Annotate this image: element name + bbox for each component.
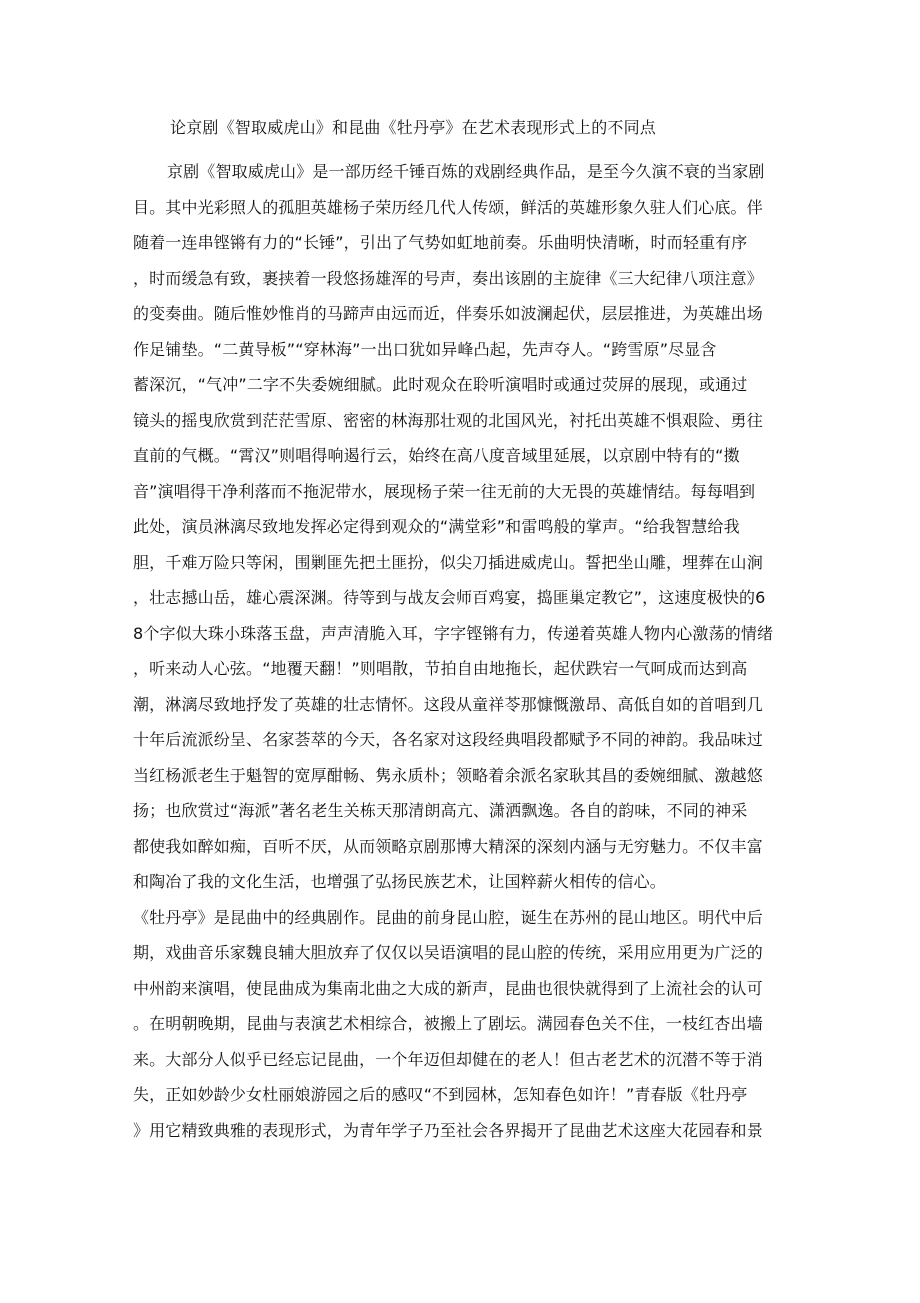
text-line: 十年后流派纷呈、名家荟萃的今天，各名家对这段经典唱段都赋予不同的神韵。我品味过 — [133, 730, 763, 749]
text-line: ，时而缓急有致，裹挟着一段悠扬雄浑的号声，奏出该剧的主旋律《三大纪律八项注意》 — [133, 268, 763, 288]
text-line: 。在明朝晚期，昆曲与表演艺术相综合，被搬上了剧坛。满园春色关不住，一枝红杏出墙 — [133, 1014, 763, 1033]
text-line: 随着一连串铿锵有力的“长锤”，引出了气势如虹地前奏。乐曲明快清晰，时而轻重有序 — [133, 233, 748, 252]
text-line: 直前的气概。“霄汉”则唱得响遏行云，始终在高八度音域里延展，以京剧中特有的“擞 — [133, 446, 740, 465]
text-line: 镜头的摇曳欣赏到茫茫雪原、密密的林海那壮观的北国风光，衬托出英雄不惧艰险、勇往 — [133, 410, 763, 430]
text-line: 作足铺垫。“二黄导板”“穿林海”一出口犹如异峰凸起，先声夺人。“跨雪原”尽显含 — [133, 339, 717, 359]
text-line: 失，正如妙龄少女杜丽娘游园之后的感叹“不到园林，怎知春色如许！”青春版《牡丹亭 — [133, 1085, 748, 1104]
text-line: 音”演唱得干净利落而不拖泥带水，展现杨子荣一往无前的大无畏的英雄情结。每每唱到 — [133, 481, 756, 501]
text-line: 都使我如醉如痴，百听不厌，从而领略京剧那博大精深的深刻内涵与无穷魅力。不仅丰富 — [133, 836, 763, 856]
document-body — [133, 154, 793, 1148]
text-line: 8个字似大珠小珠落玉盘，声声清脆入耳，字字铿锵有力，传递着英雄人物内心激荡的情绪 — [133, 623, 774, 643]
text-line: ，壮志撼山岳，雄心震深渊。待等到与战友会师百鸡宴，捣匪巢定教它”，这速度极快的6 — [133, 588, 766, 607]
text-line: 当红杨派老生于魁智的宽厚酣畅、隽永质朴；领略着余派名家耿其昌的委婉细腻、激越悠 — [133, 765, 763, 785]
text-line: 期，戏曲音乐家魏良辅大胆放弃了仅仅以吴语演唱的昆山腔的传统，采用应用更为广泛的 — [133, 943, 763, 962]
text-line: 中州韵来演唱，使昆曲成为集南北曲之大成的新声，昆曲也很快就得到了上流社会的认可 — [133, 978, 763, 998]
document-title: 论京剧《智取威虎山》和昆曲《牡丹亭》在艺术表现形式上的不同点 — [170, 118, 657, 137]
text-line: 蓄深沉，“气冲”二字不失委婉细腻。此时观众在聆听演唱时或通过荧屏的展现，或通过 — [133, 375, 748, 394]
text-line: 京剧《智取威虎山》是一部历经千锤百炼的戏剧经典作品，是至今久演不衰的当家剧 — [167, 162, 765, 181]
text-line: 目。其中光彩照人的孤胆英雄杨子荣历经几代人传颂，鲜活的英雄形象久驻人们心底。伴 — [133, 197, 763, 217]
text-line: 的变奏曲。随后惟妙惟肖的马蹄声由远而近，伴奏乐如波澜起伏，层层推进，为英雄出场 — [133, 304, 763, 323]
text-line: 胆，千难万险只等闲，围剿匪先把土匪扮，似尖刀插进威虎山。誓把坐山雕，埋葬在山涧 — [133, 552, 763, 572]
text-line: 扬；也欣赏过“海派”著名老生关栋天那清朗高亢、潇洒飘逸。各自的韵味，不同的神采 — [133, 801, 748, 820]
text-line: 来。大部分人似乎已经忘记昆曲，一个年迈但却健在的老人！但古老艺术的沉潜不等于消 — [133, 1049, 763, 1069]
text-line: 《牡丹亭》是昆曲中的经典剧作。昆曲的前身昆山腔，诞生在苏州的昆山地区。明代中后 — [133, 907, 763, 927]
text-line: ，听来动人心弦。“地覆天翻！”则唱散，节拍自由地拖长，起伏跌宕一气呵成而达到高 — [133, 659, 748, 678]
text-line: 潮，淋漓尽致地抒发了英雄的壮志情怀。这段从童祥苓那慷慨激昂、高低自如的首唱到几 — [133, 694, 763, 714]
text-line: 和陶冶了我的文化生活，也增强了弘扬民族艺术，让国粹薪火相传的信心。 — [133, 872, 666, 891]
text-line: 》用它精致典雅的表现形式，为青年学子乃至社会各界揭开了昆曲艺术这座大花园春和景 — [133, 1120, 763, 1140]
text-line: 此处，演员淋漓尽致地发挥必定得到观众的“满堂彩”和雷鸣般的掌声。“给我智慧给我 — [133, 517, 740, 536]
